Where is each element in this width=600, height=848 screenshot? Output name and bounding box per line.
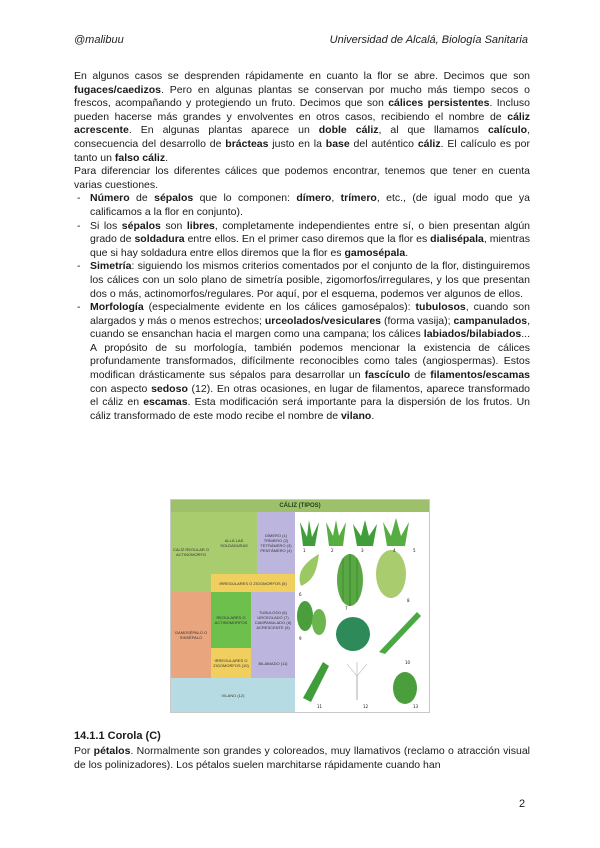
figure-cell: REGULARES O ACTINOMORFOS: [211, 592, 251, 648]
sepal-drawings: [297, 518, 421, 704]
list-item: - Morfología (especialmente evidente en los cálices gamosépalos): tubulosos, cuando son alargados y más o menos estrechos; urceolados/vesiculares (forma vasija); campanulados, cuando se ensanchan hacia el margen como una campana; los cálices labiados/bilabiados... A propósito de su morfología, también podemos mencionar la existencia de cálices profundamente transformados, difícilmente reconocibles como tales (angiospermas). Estos modifican drásticamente sus sépalos para desarrollar un fascículo de filamentos/escamas con aspecto sedoso (12). En otras ocasiones, en lugar de filamentos, aparece transformado el cáliz en escamas. Esta modificación será importante para la dispersión de los frutos. Un cáliz transformado de este modo recibe el nombre de vilano.: [74, 301, 530, 423]
list-item: - Número de sépalos que lo componen: dímero, trímero, etc., (de igual modo que ya calificamos a la flor en conjunto).: [74, 192, 530, 219]
figure-number: 12: [363, 704, 369, 709]
figure-number: 10: [405, 660, 411, 665]
page-number: 2: [519, 798, 526, 810]
section-heading: 14.1.1 Corola (C): [74, 730, 161, 742]
list-item: - Si los sépalos son libres, completamente independientes entre sí, o bien presentan algún grado de soldadura entre ellos. En el primer caso diremos que la flor es dialisépala, mientras que si hay soldadura entre ellos diremos que la flor es gamosépala.: [74, 220, 530, 261]
body-text: [74, 70, 530, 423]
figure-number: 7: [345, 606, 348, 611]
figure-number: 3: [361, 548, 364, 553]
figure-cell: IRREGULARES O ZIGOMORFOS (10): [211, 648, 251, 678]
header-institution: Universidad de Alcalá, Biología Sanitaria: [329, 34, 528, 46]
figure-number: 1: [303, 548, 306, 553]
figure-cell: VILANO (12): [171, 678, 295, 712]
caliz-illustrations: [295, 512, 429, 712]
figure-cell: ALLÁ LAS SOLDADURAS: [211, 512, 257, 574]
figure-number: 13: [413, 704, 419, 709]
figure-cell: GAMOSÉPALO O SINSÉPALO: [171, 592, 211, 678]
figure-cell: DÍMERO (1) TRÍMERO (2) TETRÁMERO (3) PENTÁMERO (4): [257, 512, 295, 574]
figure-cell: IRREGULARES O ZIGOMORFOS (5): [211, 574, 295, 592]
figure-number: 6: [299, 592, 302, 597]
paragraph-caliz-types: En algunos casos se desprenden rápidamente en cuanto la flor se abre. Decimos que son fugaces/caedizos. Pero en algunas plantas se conservan por mucho más tiempo secos o frescos, acompañando y protegiendo un fruto. Decimos que son cálices persistentes. Incluso pueden hacerse más grandes y envolventes en otros casos, recibiendo el nombre de cáliz acrescente. En algunas plantas aparece un doble cáliz, al que llamamos calículo, consecuencia del desarrollo de brácteas justo en la base del auténtico cáliz. El calículo es por tanto un falso cáliz.: [74, 70, 531, 164]
figure-cell: BILABIADO (11): [251, 648, 295, 678]
figure-number: 5: [413, 548, 416, 553]
figure-number: 2: [331, 548, 334, 553]
figure-title: CÁLIZ (TIPOS): [171, 500, 429, 512]
figure-number: 8: [407, 598, 410, 603]
paragraph-intro-list: Para diferenciar los diferentes cálices que podemos encontrar, tenemos que tener en cuenta varias cuestiones.: [74, 165, 530, 191]
criteria-list: [74, 192, 530, 423]
list-item: - Simetría: siguiendo los mismos criterios comentados por el conjunto de la flor, distinguiremos los cálices con un solo plano de simetría posible, zigomorfos/irregulares, y los que presentan dos o más, actinomorfos/regulares. Por aquí, por el esquema, podemos ver algunos de ellos.: [74, 260, 530, 301]
figure-cell: TUBULOSO (6) URCEOLADO (7) CAMPANULADO (8) ACRESCENTE (9): [251, 592, 295, 648]
header-author: @malibuu: [74, 34, 124, 46]
figure-number: 9: [299, 636, 302, 641]
caliz-types-figure: [170, 499, 430, 713]
paragraph-corola: Por pétalos. Normalmente son grandes y coloreados, muy llamativos (reclamo o atracción visual de los polinizadores). Los pétalos suelen marchitarse rápidamente cuando han: [74, 745, 530, 771]
figure-cell: CALÍZ REGULAR O ACTINOMORFO: [171, 512, 211, 592]
figure-number: 11: [317, 704, 323, 709]
figure-number: 4: [393, 548, 396, 553]
